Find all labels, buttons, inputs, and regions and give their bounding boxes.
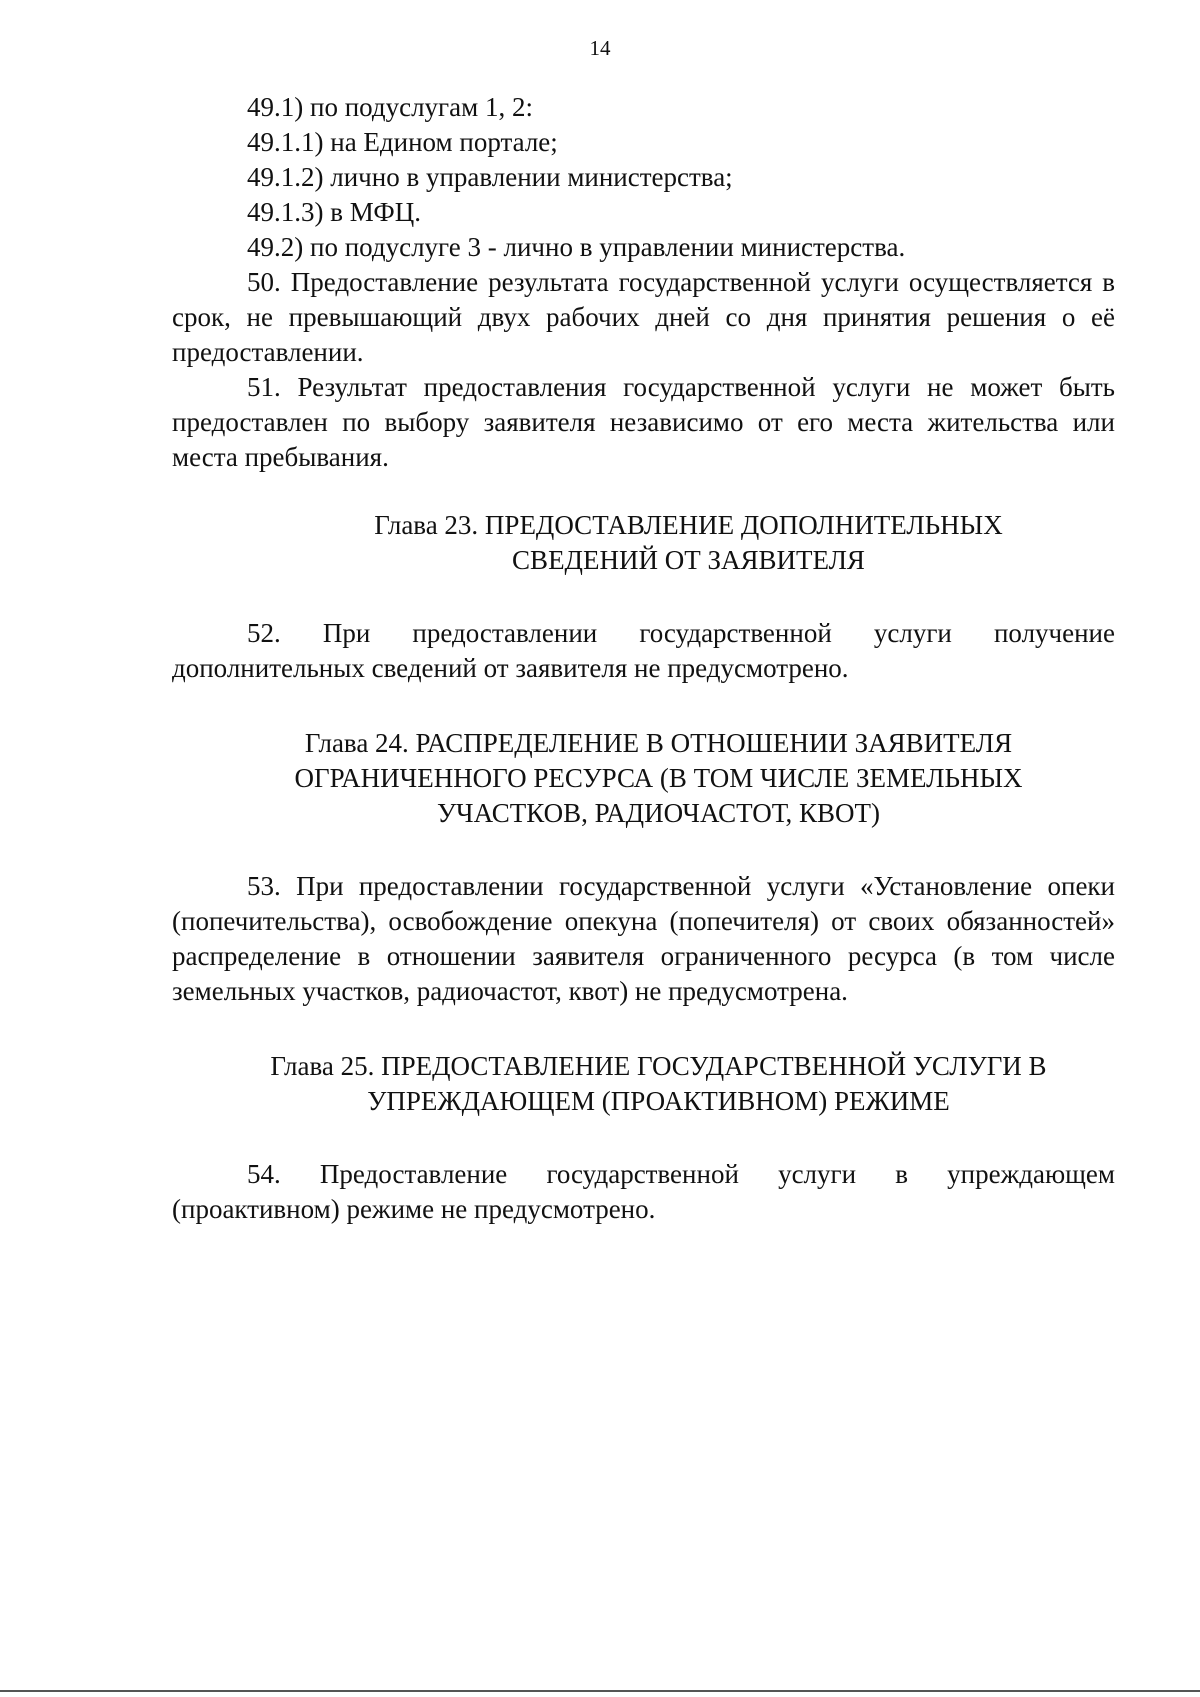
chapter-24-heading-line: УЧАСТКОВ, РАДИОЧАСТОТ, КВОТ)	[436, 798, 881, 828]
chapter-24-heading	[172, 726, 1115, 831]
list-item-49-1-2: 49.1.2) лично в управлении министерства;	[247, 162, 733, 192]
chapter-25-heading-line: Глава 25. ПРЕДОСТАВЛЕНИЕ ГОСУДАРСТВЕННОЙ УСЛУГИ В	[270, 1051, 1047, 1081]
page-bottom-edge	[0, 1690, 1200, 1692]
paragraph-52: 52. При предоставлении государственной услуги получение дополнительных сведений от заявителя не предусмотрено.	[172, 618, 1115, 683]
list-item-49-1: 49.1) по подуслугам 1, 2:	[247, 92, 533, 122]
chapter-25-heading	[172, 1049, 1115, 1119]
list-item-49-1-1: 49.1.1) на Едином портале;	[247, 127, 558, 157]
page-number: 14	[589, 36, 611, 60]
document-body	[172, 90, 1115, 1227]
chapter-24-heading-line: Глава 24. РАСПРЕДЕЛЕНИЕ В ОТНОШЕНИИ ЗАЯВИТЕЛЯ	[304, 728, 1013, 758]
paragraph-54: 54. Предоставление государственной услуги в упреждающем (проактивном) режиме не предусмотрено.	[172, 1159, 1115, 1224]
chapter-23-heading-line: Глава 23. ПРЕДОСТАВЛЕНИЕ ДОПОЛНИТЕЛЬНЫХ	[374, 510, 1003, 540]
paragraph-50: 50. Предоставление результата государственной услуги осуществляется в срок, не превышающий двух рабочих дней со дня принятия решения о её предоставлении.	[172, 267, 1115, 367]
chapter-25-heading-line: УПРЕЖДАЮЩЕМ (ПРОАКТИВНОМ) РЕЖИМЕ	[367, 1086, 950, 1116]
chapter-23-heading	[172, 508, 1115, 578]
chapter-23-heading-line: СВЕДЕНИЙ ОТ ЗАЯВИТЕЛЯ	[512, 545, 865, 575]
paragraph-53: 53. При предоставлении государственной услуги «Установление опеки (попечительства), освобождение опекуна (попечителя) от своих обязанностей» распределение в отношении заявителя ограниченного ресурса (в том числе земельных участков, радиочастот, квот) не предусмотрена.	[172, 871, 1115, 1006]
list-item-49-1-3: 49.1.3) в МФЦ.	[247, 197, 421, 227]
chapter-24-heading-line: ОГРАНИЧЕННОГО РЕСУРСА (В ТОМ ЧИСЛЕ ЗЕМЕЛЬНЫХ	[294, 763, 1023, 793]
list-item-49-2: 49.2) по подуслуге 3 - лично в управлении министерства.	[247, 232, 906, 262]
paragraph-51: 51. Результат предоставления государственной услуги не может быть предоставлен по выбору заявителя независимо от его места жительства или места пребывания.	[172, 372, 1115, 472]
